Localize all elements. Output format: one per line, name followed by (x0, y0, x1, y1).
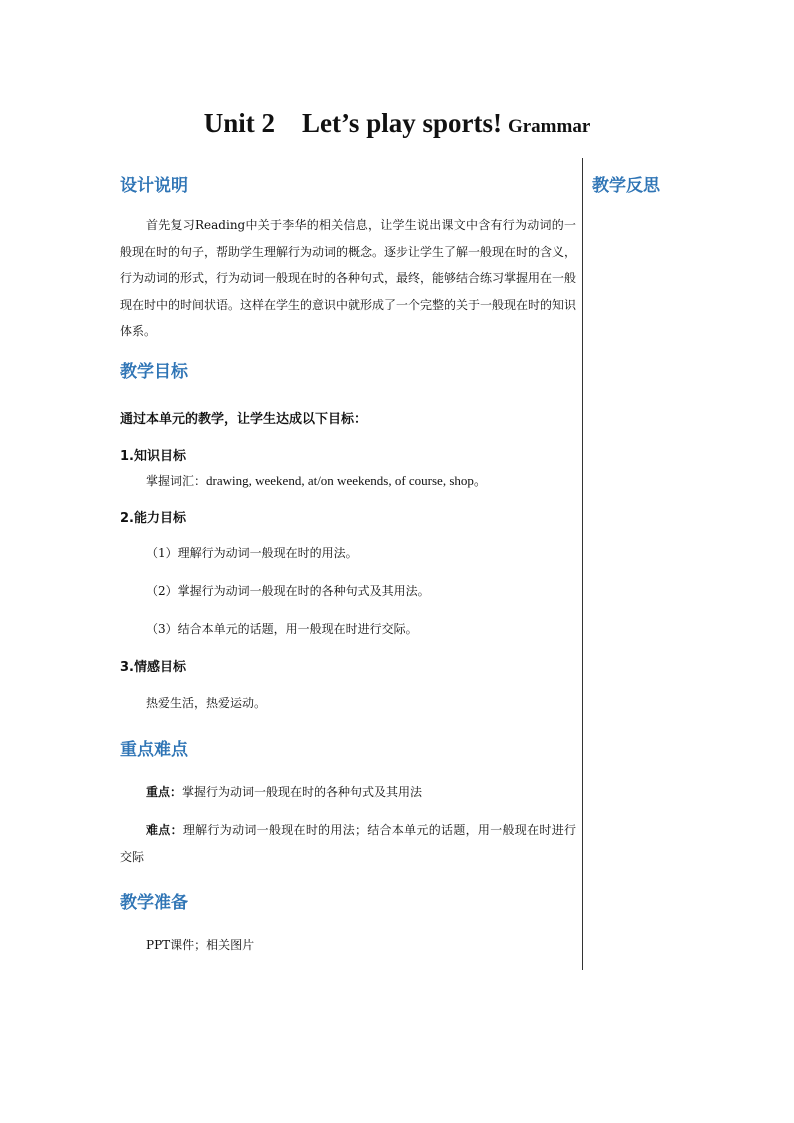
key-text: 掌握行为动词一般现在时的各种句式及其用法 (182, 785, 423, 799)
title-sub: Grammar (507, 116, 591, 137)
knowledge-title: 1.知识目标 (120, 449, 186, 464)
knowledge-label: 掌握词汇： (146, 474, 207, 488)
ability-item: （3）结合本单元的话题，用一般现在时进行交际。 (146, 622, 418, 636)
knowledge-words: drawing, weekend, at/on weekends, of course, shop。 (206, 473, 487, 488)
goals-intro: 通过本单元的教学，让学生达成以下目标： (120, 412, 368, 427)
difficult-text: 理解行为动词一般现在时的用法；结合本单元的话题，用一般现在时进行交际 (120, 823, 576, 864)
key-label: 重点： (146, 785, 183, 799)
design-heading: 设计说明 (120, 176, 188, 196)
key-point (146, 783, 422, 800)
reflection-heading: 教学反思 (592, 176, 660, 196)
ability-item: （2）掌握行为动词一般现在时的各种句式及其用法。 (146, 584, 430, 598)
emotion-title: 3.情感目标 (120, 660, 186, 675)
prep-text: PPT课件；相关图片 (146, 938, 255, 952)
difficult-point (120, 817, 576, 871)
emotion-text: 热爱生活，热爱运动。 (146, 696, 267, 710)
ability-item: （1）理解行为动词一般现在时的用法。 (146, 546, 358, 560)
page-title (0, 108, 794, 139)
keypoints-heading: 重点难点 (120, 740, 188, 760)
column-divider (582, 158, 583, 970)
goals-heading: 教学目标 (120, 362, 188, 382)
title-main: Unit 2 Let’s play sports! (203, 108, 502, 138)
knowledge-line (146, 470, 487, 489)
difficult-label: 难点： (146, 823, 183, 837)
ability-title: 2.能力目标 (120, 511, 186, 526)
prep-heading: 教学准备 (120, 893, 188, 913)
design-paragraph: 首先复习Reading中关于李华的相关信息，让学生说出课文中含有行为动词的一般现在时的句子，帮助学生理解行为动词的概念。逐步让学生了解一般现在时的含义，行为动词的形式，行为动词一般现在时的各种句式，最终，能够结合练习掌握用在一般现在时中的时间状语。这样在学生的意识中就形成了一个完整的关于一般现在时的知识体系。 (120, 218, 577, 338)
